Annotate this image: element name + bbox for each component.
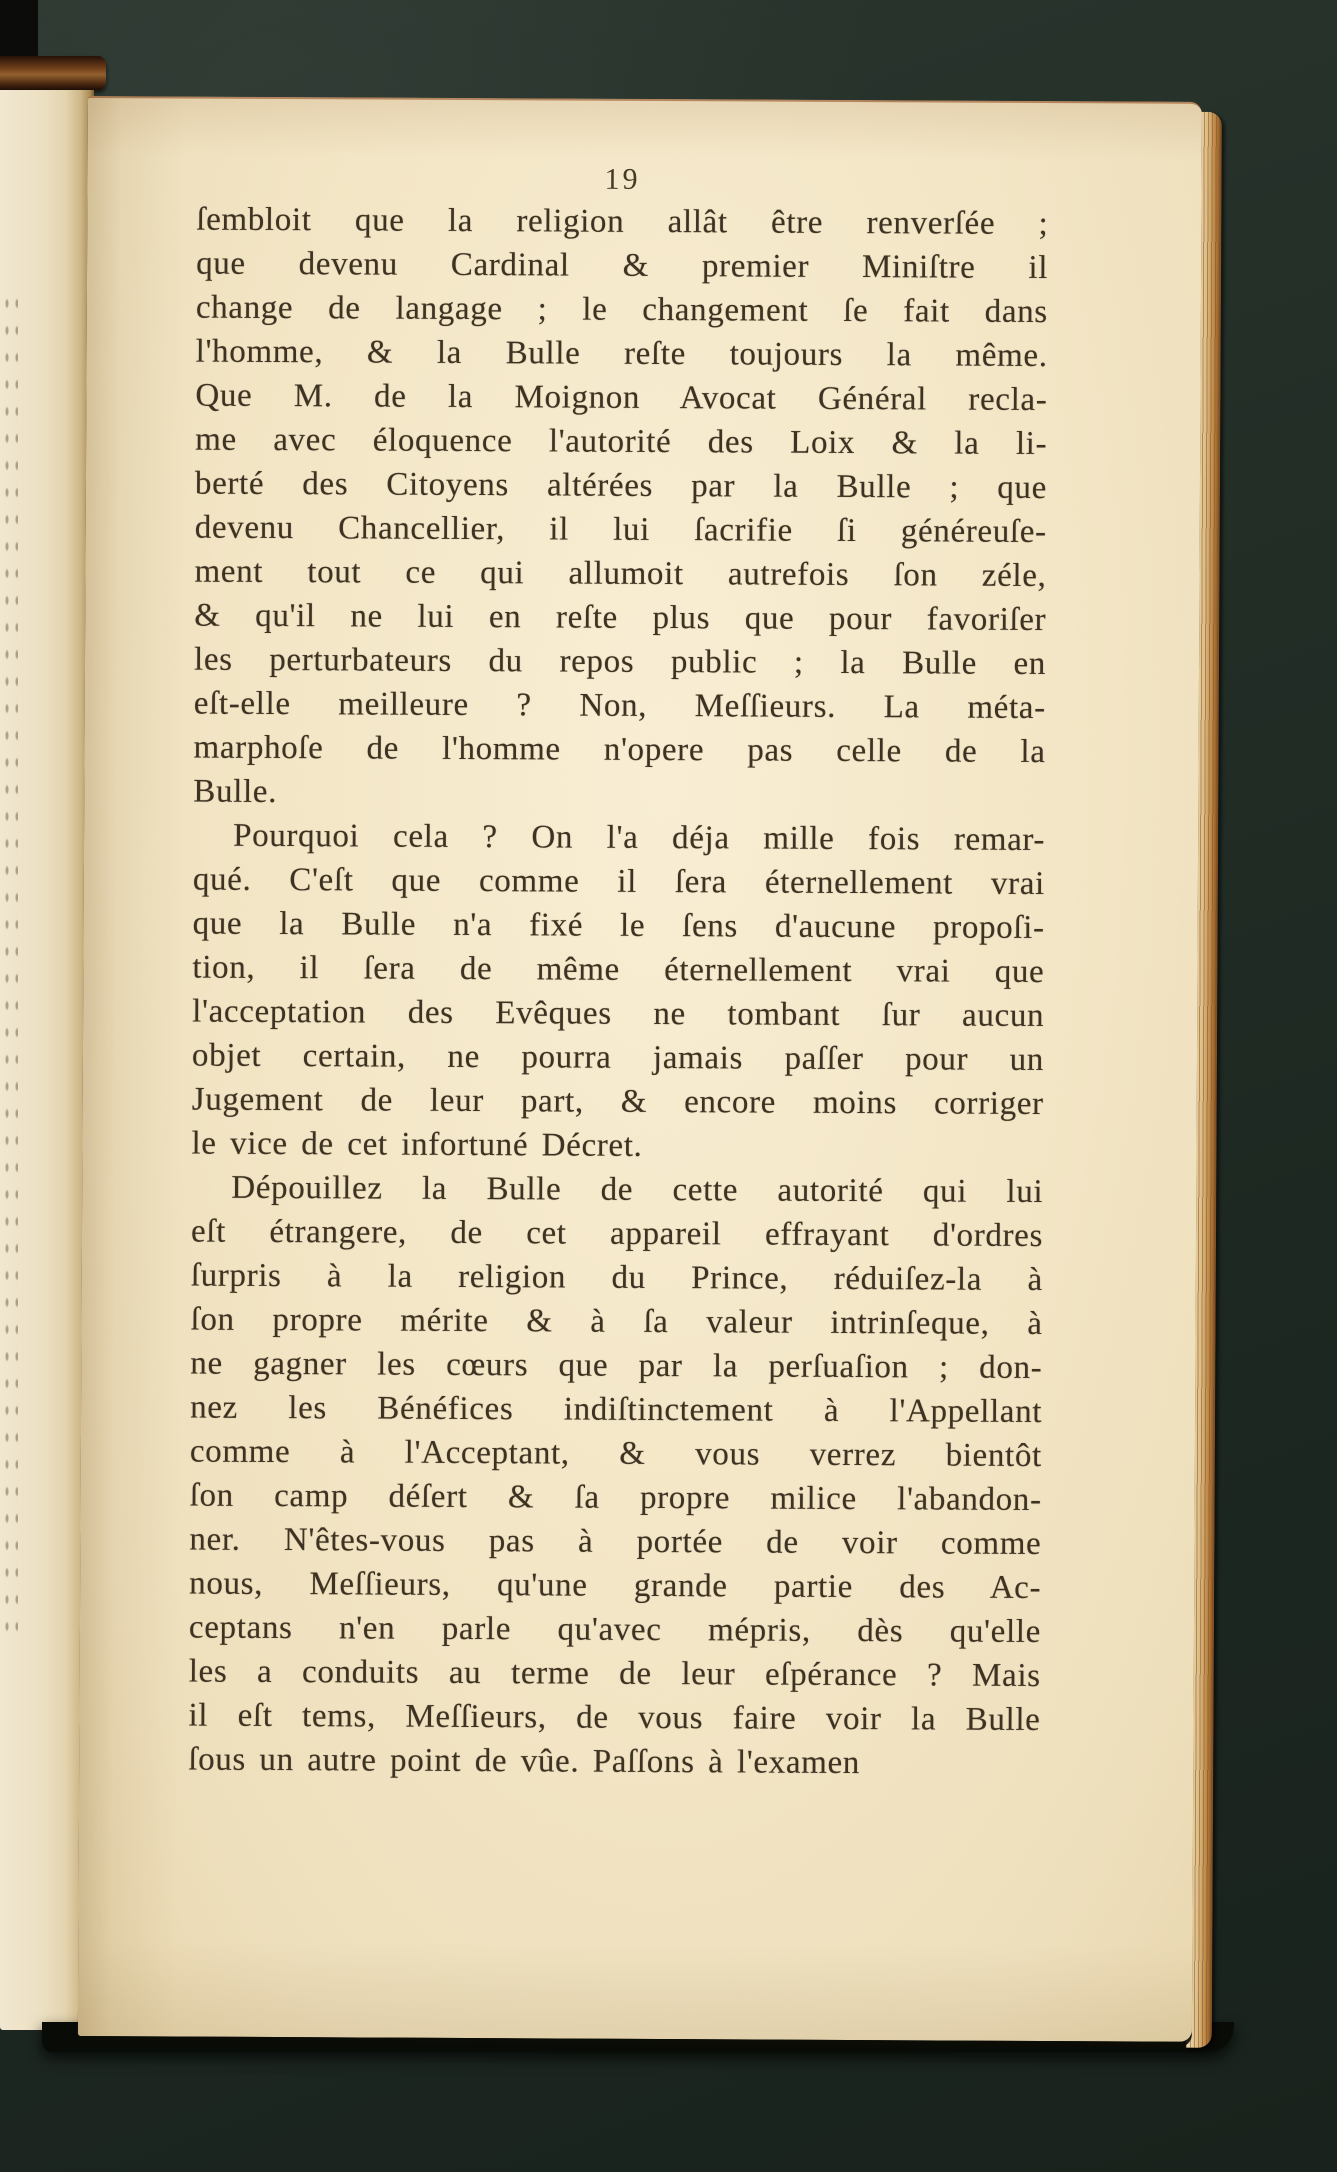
paragraph <box>191 814 1045 1170</box>
text-line: ſembloit que la religion allât être renverſée ; <box>196 201 1049 243</box>
text-line: objet certain, ne pourra jamais paſſer pour un <box>191 1037 1045 1079</box>
text-line: comme à l'Acceptant, & vous verrez bientôt <box>189 1433 1042 1475</box>
text-line: les a conduits au terme de leur eſpérance ? Mais <box>188 1653 1041 1695</box>
text-line: nous, Meſſieurs, qu'une grande partie des Ac- <box>189 1565 1042 1607</box>
page-number: 19 <box>604 162 641 196</box>
text-line: que la Bulle n'a fixé le ſens d'aucune propoſi- <box>192 905 1045 947</box>
text-line: Pourquoi cela ? On l'a déja mille fois remar- <box>233 817 1046 859</box>
book-headband <box>0 56 106 90</box>
text-line: ne gagner les cœurs que par la perſuaſion ; don- <box>190 1345 1043 1387</box>
text-line: ceptans n'en parle qu'avec mépris, dès qu'elle <box>188 1609 1042 1651</box>
text-line: change de langage ; le changement ſe fait dans <box>195 289 1048 331</box>
ink-showthrough-specks <box>2 290 18 1640</box>
paragraph <box>193 198 1048 818</box>
text-line: il eſt tems, Meſſieurs, de vous faire voir la Bulle <box>188 1697 1041 1739</box>
text-line: nez les Bénéfices indiſtinctement à l'Appellant <box>190 1389 1043 1431</box>
page-surface <box>78 96 1202 2042</box>
paragraph <box>188 1166 1043 1786</box>
text-line: marphoſe de l'homme n'opere pas celle de la <box>193 729 1046 771</box>
text-line: Que M. de la Moignon Avocat Général recla- <box>195 377 1048 419</box>
text-line: berté des Citoyens altérées par la Bulle ; que <box>194 465 1048 507</box>
text-line: l'homme, & la Bulle reſte toujours la même. <box>195 333 1048 375</box>
text-line: qué. C'eſt que comme il ſera éternellement vrai <box>192 861 1045 903</box>
text-line: Bulle. <box>193 773 278 810</box>
text-line: ſurpris à la religion du Prince, réduiſez-la à <box>190 1257 1043 1299</box>
text-line: ment tout ce qui allumoit autrefois ſon zéle, <box>194 553 1047 595</box>
text-line: devenu Chancellier, il lui ſacrifie ſi généreuſe- <box>194 509 1047 551</box>
text-line: me avec éloquence l'autorité des Loix & la li- <box>195 421 1048 463</box>
text-line: eſt étrangere, de cet appareil effrayant d'ordres <box>190 1213 1044 1255</box>
text-line: ſon propre mérite & à ſa valeur intrinſeque, à <box>190 1301 1043 1343</box>
text-line: ſon camp déſert & ſa propre milice l'abandon- <box>189 1477 1042 1519</box>
text-line: ſous un autre point de vûe. Paſſons à l'examen <box>188 1741 861 1782</box>
text-line: eſt-elle meilleure ? Non, Meſſieurs. La méta- <box>193 685 1046 727</box>
text-line: les perturbateurs du repos public ; la Bulle en <box>193 641 1047 683</box>
book-page <box>78 96 1202 2040</box>
text-line: & qu'il ne lui en reſte plus que pour favoriſer <box>194 597 1047 639</box>
text-line: le vice de cet infortuné Décret. <box>191 1125 643 1164</box>
text-line: Jugement de leur part, & encore moins corriger <box>191 1081 1044 1123</box>
text-block <box>188 198 1048 1786</box>
text-line: tion, il ſera de même éternellement vrai que <box>192 949 1045 991</box>
text-line: l'acceptation des Evêques ne tombant ſur aucun <box>192 993 1045 1035</box>
text-line: ner. N'êtes-vous pas à portée de voir comme <box>189 1521 1042 1563</box>
text-line: Dépouillez la Bulle de cette autorité qui lui <box>231 1169 1044 1211</box>
text-line: que devenu Cardinal & premier Miniſtre il <box>196 245 1049 287</box>
